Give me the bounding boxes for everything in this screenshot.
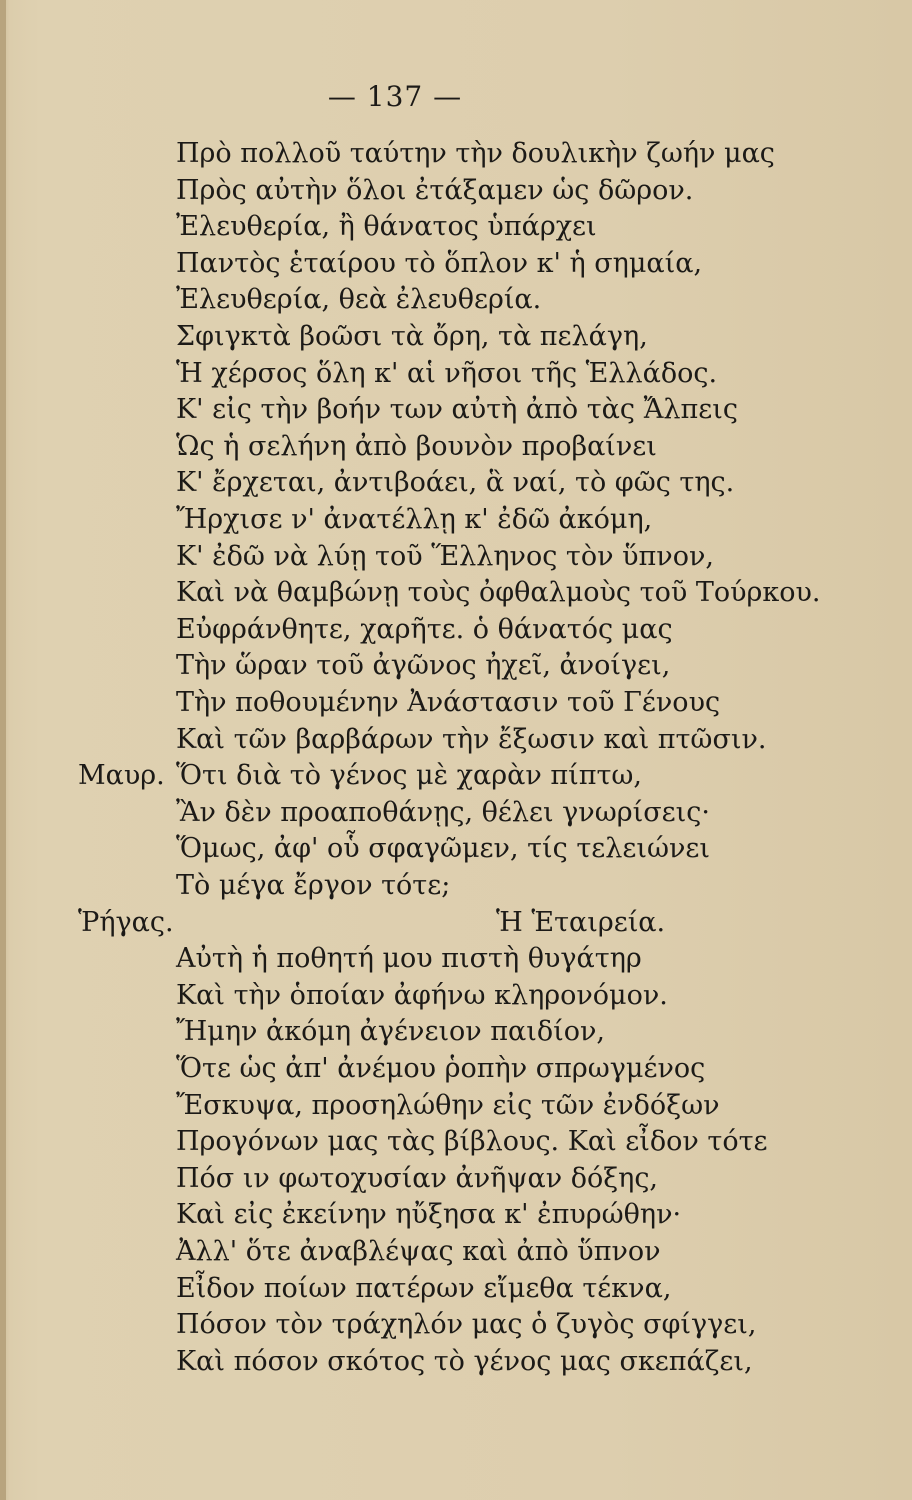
speaker-name: Ῥήγας. (78, 906, 174, 938)
verse-line (0, 720, 912, 760)
verse-text: Καὶ πόσον σκότος τὸ γένος μας σκεπάζει, (176, 1345, 753, 1377)
verse-line (0, 793, 912, 833)
verse-line (0, 500, 912, 540)
verse-line (0, 280, 912, 320)
verse-text: Ὅτι διὰ τὸ γένος μὲ χαρὰν πίπτω, (176, 760, 642, 792)
verse-line (0, 976, 912, 1016)
verse-text: Ἡ χέρσος ὅλη κ' αἱ νῆσοι τῆς Ἑλλάδος. (176, 357, 718, 389)
verse-line (0, 829, 912, 869)
verse-line (0, 244, 912, 284)
verse-text: Αὐτὴ ἡ ποθητή μου πιστὴ θυγάτηρ (176, 943, 642, 975)
verse-text: Κ' ἐδῶ νὰ λύῃ τοῦ Ἕλληνος τὸν ὕπνον, (176, 540, 714, 572)
verse-line (0, 1342, 912, 1382)
verse-line (0, 1195, 912, 1235)
verse-text: Ὡς ἡ σελήνη ἀπὸ βουνὸν προβαίνει (176, 430, 657, 462)
verse-line (0, 1232, 912, 1272)
verse-line (0, 427, 912, 467)
verse-line (0, 939, 912, 979)
verse-line (0, 683, 912, 723)
verse-line (0, 463, 912, 503)
verse-line (0, 390, 912, 430)
verse-line (0, 171, 912, 211)
verse-text: Προγόνων μας τὰς βίβλους. Καὶ εἶδον τότε (176, 1126, 768, 1158)
verse-line (0, 317, 912, 357)
verse-line (0, 1159, 912, 1199)
verse-text: Τὴν ὥραν τοῦ ἀγῶνος ἠχεῖ, ἀνοίγει, (176, 650, 671, 682)
verse-line (0, 866, 912, 906)
verse-line (0, 134, 912, 174)
verse-text: Εἶδον ποίων πατέρων εἴμεθα τέκνα, (176, 1272, 672, 1304)
verse-text: Τὴν ποθουμένην Ἀνάστασιν τοῦ Γένους (176, 687, 721, 718)
verse-text: Καὶ τῶν βαρβάρων τὴν ἔξωσιν καὶ πτῶσιν. (176, 723, 767, 755)
verse-text: Ὅμως, ἀφ' οὗ σφαγῶμεν, τίς τελειώνει (176, 833, 710, 865)
verse-text: Πρὸς αὐτὴν ὅλοι ἐτάξαμεν ὡς δῶρον. (176, 174, 694, 206)
verse-line (0, 610, 912, 650)
verse-text: Εὐφράνθητε, χαρῆτε. ὁ θάνατός μας (176, 613, 673, 645)
page-number: — 137 — (327, 80, 463, 113)
verse-line (0, 756, 912, 796)
verse-line (0, 354, 912, 394)
verse-text: Κ' ἔρχεται, ἀντιβοάει, ἃ ναί, τὸ φῶς της. (176, 467, 735, 499)
verse-text: Καὶ νὰ θαμβώνῃ τοὺς ὀφθαλμοὺς τοῦ Τούρκου. (176, 577, 821, 609)
verse-text: Τὸ μέγα ἔργον τότε; (176, 870, 451, 901)
verse-text: Πόσον τὸν τράχηλόν μας ὁ ζυγὸς σφίγγει, (176, 1309, 757, 1341)
verse-line (0, 573, 912, 613)
verse-text: Πρὸ πολλοῦ ταύτην τὴν δουλικὴν ζωήν μας (176, 138, 775, 169)
verse-line (0, 903, 912, 943)
verse-line (0, 1269, 912, 1309)
verse-text: Ἐλευθερία, ἢ θάνατος ὑπάρχει (176, 211, 597, 243)
verse-line (0, 646, 912, 686)
verse-line (0, 207, 912, 247)
verse-text: Ἤρχισε ν' ἀνατέλλῃ κ' ἐδῶ ἀκόμη, (176, 504, 653, 535)
verse-text: Ἂν δὲν προαποθάνῃς, θέλει γνωρίσεις· (176, 796, 710, 828)
verse-text: Καὶ τὴν ὁποίαν ἀφήνω κληρονόμον. (176, 979, 668, 1011)
verse-line (0, 1086, 912, 1126)
speaker-name: Μαυρ. (78, 760, 165, 792)
verse-text: Σφιγκτὰ βοῶσι τὰ ὄρη, τὰ πελάγη, (176, 321, 648, 352)
verse-text: Κ' εἰς τὴν βοήν των αὐτὴ ἀπὸ τὰς Ἄλπεις (176, 394, 738, 426)
verse-text: Πόσ ιν φωτοχυσίαν ἀνῆψαν δόξης, (176, 1162, 659, 1194)
verse-text-right: Ἡ Ἑταιρεία. (496, 906, 666, 938)
verse-text: Ἐλευθερία, θεὰ ἐλευθερία. (176, 284, 542, 316)
verse-text: Ἔσκυψα, προσηλώθην εἰς τῶν ἐνδόξων (176, 1089, 720, 1121)
verse-text: Παντὸς ἑταίρου τὸ ὅπλον κ' ἡ σημαία, (176, 247, 703, 279)
verse-line (0, 1012, 912, 1052)
verse-text: Ἀλλ' ὅτε ἀναβλέψας καὶ ἀπὸ ὕπνον (176, 1236, 661, 1267)
verse-text: Ὅτε ὡς ἀπ' ἀνέμου ῥοπὴν σπρωγμένος (176, 1053, 706, 1084)
verse-text: Καὶ εἰς ἐκείνην ηὔξησα κ' ἐπυρώθην· (176, 1199, 682, 1231)
verse-line (0, 1305, 912, 1345)
verse-line (0, 1049, 912, 1089)
verse-line (0, 1122, 912, 1162)
verse-text: Ἤμην ἀκόμη ἀγένειον παιδίον, (176, 1016, 605, 1048)
verse-line (0, 537, 912, 577)
